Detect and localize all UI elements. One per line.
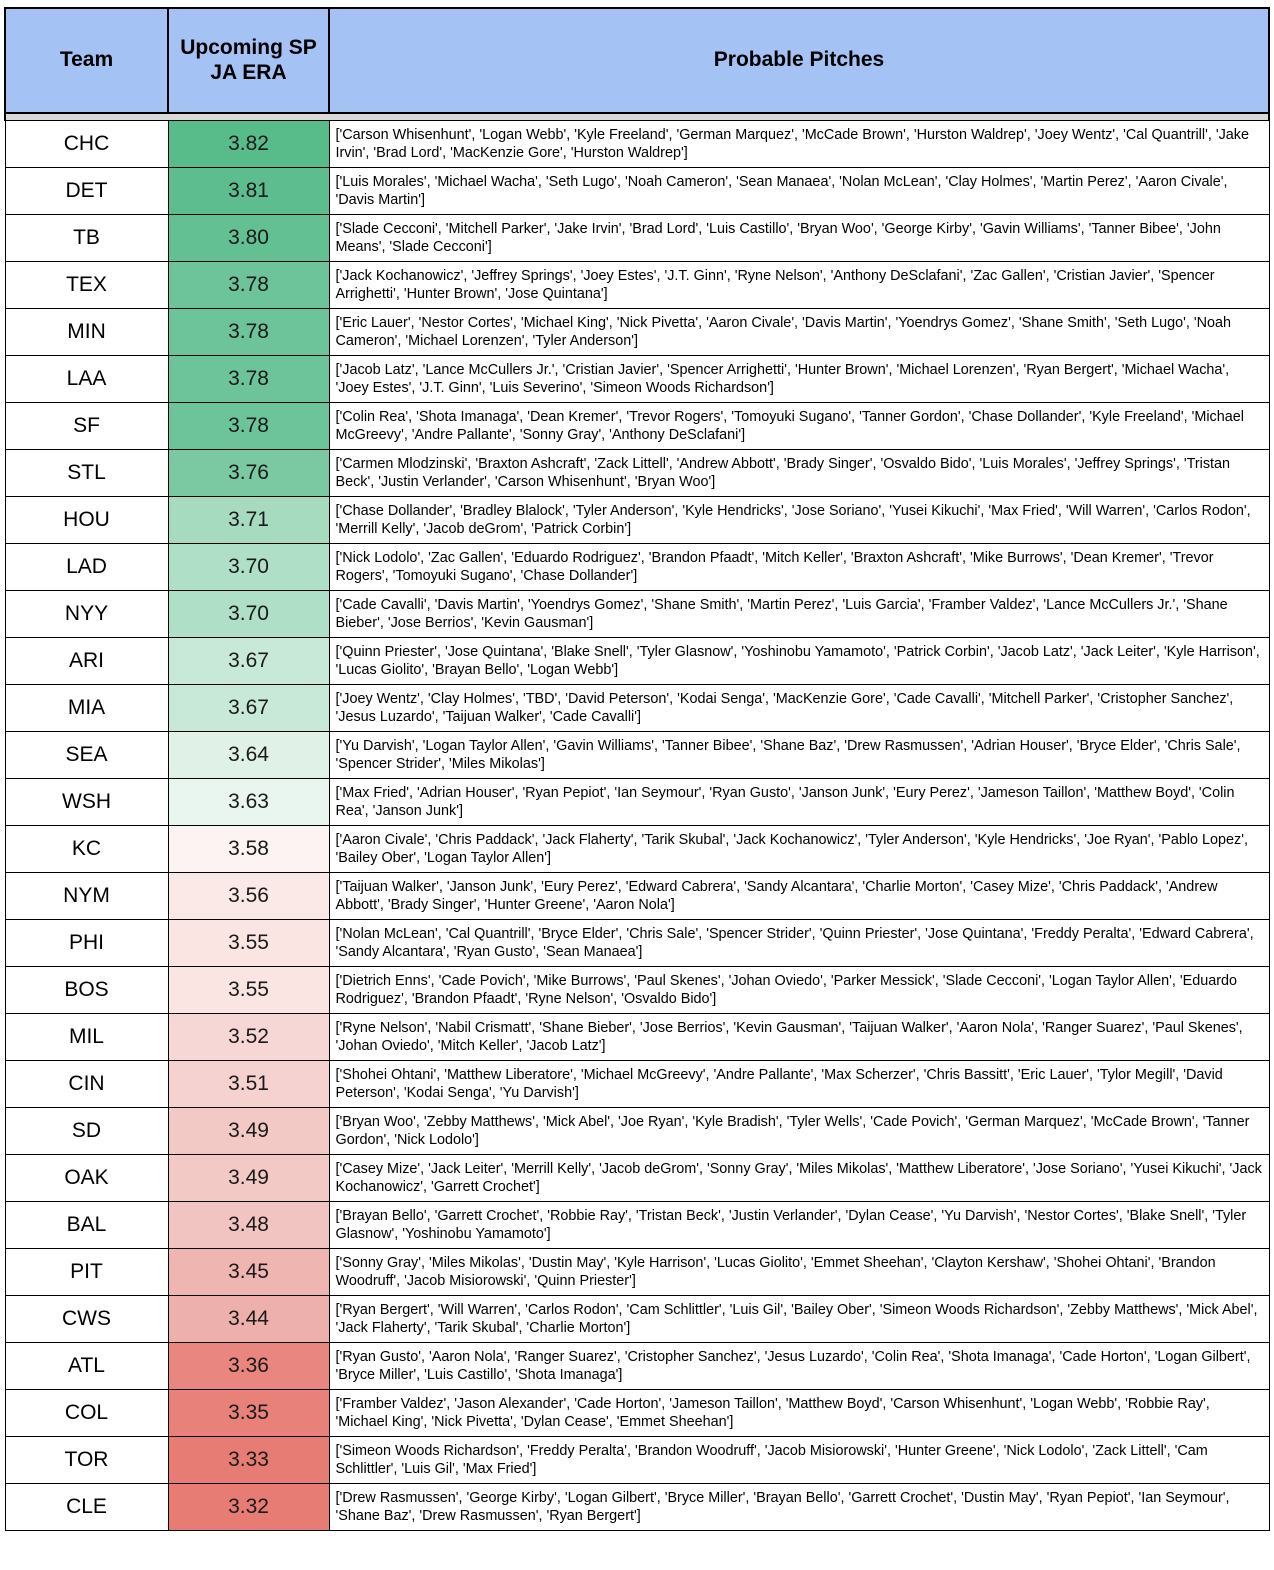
probable-pitches-cell[interactable]: ['Simeon Woods Richardson', 'Freddy Peralta', 'Brandon Woodruff', 'Jacob Misiorowski', 'Hunter Greene', 'Nick Lodolo', 'Zack Littell', 'Cam Schlittler', 'Luis Gil', 'Max Fried'] (329, 1437, 1269, 1484)
table-row (5, 685, 1269, 732)
table-row (5, 591, 1269, 638)
table-row (5, 967, 1269, 1014)
team-cell[interactable]: OAK (5, 1155, 168, 1202)
probable-pitches-cell[interactable]: ['Sonny Gray', 'Miles Mikolas', 'Dustin May', 'Kyle Harrison', 'Lucas Giolito', 'Emmet Sheehan', 'Clayton Kershaw', 'Shohei Ohtani', 'Brandon Woodruff', 'Jacob Misiorowski', 'Quinn Priester'] (329, 1249, 1269, 1296)
era-cell[interactable]: 3.36 (168, 1343, 329, 1390)
team-cell[interactable]: HOU (5, 497, 168, 544)
table-row (5, 1249, 1269, 1296)
header-era-line1: Upcoming SP (180, 35, 317, 59)
era-cell[interactable]: 3.70 (168, 544, 329, 591)
table-row (5, 1437, 1269, 1484)
table-row (5, 1390, 1269, 1437)
table-row (5, 1343, 1269, 1390)
table-row (5, 215, 1269, 262)
era-cell[interactable]: 3.56 (168, 873, 329, 920)
probable-pitches-cell[interactable]: ['Yu Darvish', 'Logan Taylor Allen', 'Gavin Williams', 'Tanner Bibee', 'Shane Baz', 'Drew Rasmussen', 'Adrian Houser', 'Bryce Elder', 'Chris Sale', 'Spencer Strider', 'Miles Mikolas'] (329, 732, 1269, 779)
team-cell[interactable]: CWS (5, 1296, 168, 1343)
table-row (5, 309, 1269, 356)
probable-pitches-cell[interactable]: ['Eric Lauer', 'Nestor Cortes', 'Michael King', 'Nick Pivetta', 'Aaron Civale', 'Davis Martin', 'Yoendrys Gomez', 'Shane Smith', 'Seth Lugo', 'Noah Cameron', 'Michael Lorenzen', 'Tyler Anderson'] (329, 309, 1269, 356)
table-row (5, 1155, 1269, 1202)
era-cell[interactable]: 3.82 (168, 121, 329, 168)
team-cell[interactable]: NYY (5, 591, 168, 638)
table-row (5, 356, 1269, 403)
probable-pitches-cell[interactable]: ['Carson Whisenhunt', 'Logan Webb', 'Kyle Freeland', 'German Marquez', 'McCade Brown', 'Hurston Waldrep', 'Joey Wentz', 'Cal Quantrill', 'Jake Irvin', 'Brad Lord', 'MacKenzie Gore', 'Hurston Waldrep'] (329, 121, 1269, 168)
era-cell[interactable]: 3.71 (168, 497, 329, 544)
probable-pitches-cell[interactable]: ['Casey Mize', 'Jack Leiter', 'Merrill Kelly', 'Jacob deGrom', 'Sonny Gray', 'Miles Mikolas', 'Matthew Liberatore', 'Jose Soriano', 'Yusei Kikuchi', 'Jack Kochanowicz', 'Garrett Crochet'] (329, 1155, 1269, 1202)
era-cell[interactable]: 3.45 (168, 1249, 329, 1296)
probable-pitches-cell[interactable]: ['Taijuan Walker', 'Janson Junk', 'Eury Perez', 'Edward Cabrera', 'Sandy Alcantara', 'Charlie Morton', 'Casey Mize', 'Chris Paddack', 'Andrew Abbott', 'Brady Singer', 'Hunter Greene', 'Aaron Nola'] (329, 873, 1269, 920)
table-row (5, 168, 1269, 215)
spreadsheet (4, 7, 1268, 1531)
team-cell[interactable]: CIN (5, 1061, 168, 1108)
team-cell[interactable]: PIT (5, 1249, 168, 1296)
team-cell[interactable]: COL (5, 1390, 168, 1437)
team-cell[interactable]: BOS (5, 967, 168, 1014)
probable-pitches-cell[interactable]: ['Brayan Bello', 'Garrett Crochet', 'Robbie Ray', 'Tristan Beck', 'Justin Verlander', 'Dylan Cease', 'Yu Darvish', 'Nestor Cortes', 'Blake Snell', 'Tyler Glasnow', 'Yoshinobu Yamamoto'] (329, 1202, 1269, 1249)
probable-pitches-cell[interactable]: ['Chase Dollander', 'Bradley Blalock', 'Tyler Anderson', 'Kyle Hendricks', 'Jose Soriano', 'Yusei Kikuchi', 'Max Fried', 'Will Warren', 'Carlos Rodon', 'Merrill Kelly', 'Jacob deGrom', 'Patrick Corbin'] (329, 497, 1269, 544)
probable-pitches-cell[interactable]: ['Drew Rasmussen', 'George Kirby', 'Logan Gilbert', 'Bryce Miller', 'Brayan Bello', 'Garrett Crochet', 'Dustin May', 'Ryan Pepiot', 'Ian Seymour', 'Shane Baz', 'Drew Rasmussen', 'Ryan Bergert'] (329, 1484, 1269, 1531)
era-cell[interactable]: 3.35 (168, 1390, 329, 1437)
team-cell[interactable]: MIL (5, 1014, 168, 1061)
era-cell[interactable]: 3.33 (168, 1437, 329, 1484)
probable-pitches-cell[interactable]: ['Framber Valdez', 'Jason Alexander', 'Cade Horton', 'Jameson Taillon', 'Matthew Boyd', 'Carson Whisenhunt', 'Logan Webb', 'Robbie Ray', 'Michael King', 'Nick Pivetta', 'Dylan Cease', 'Emmet Sheehan'] (329, 1390, 1269, 1437)
era-cell[interactable]: 3.78 (168, 262, 329, 309)
table-row (5, 779, 1269, 826)
table-row (5, 497, 1269, 544)
probable-pitches-cell[interactable]: ['Bryan Woo', 'Zebby Matthews', 'Mick Abel', 'Joe Ryan', 'Kyle Bradish', 'Tyler Wells', 'Cade Povich', 'German Marquez', 'McCade Brown', 'Tanner Gordon', 'Nick Lodolo'] (329, 1108, 1269, 1155)
era-cell[interactable]: 3.58 (168, 826, 329, 873)
table-row (5, 873, 1269, 920)
table-row (5, 732, 1269, 779)
team-cell[interactable]: TEX (5, 262, 168, 309)
table-row (5, 1296, 1269, 1343)
probable-pitches-cell[interactable]: ['Ryne Nelson', 'Nabil Crismatt', 'Shane Bieber', 'Jose Berrios', 'Kevin Gausman', 'Taijuan Walker', 'Aaron Nola', 'Ranger Suarez', 'Paul Skenes', 'Johan Oviedo', 'Mitch Keller', 'Jacob Latz'] (329, 1014, 1269, 1061)
team-cell[interactable]: KC (5, 826, 168, 873)
era-cell[interactable]: 3.78 (168, 309, 329, 356)
team-cell[interactable]: WSH (5, 779, 168, 826)
probable-pitches-cell[interactable]: ['Luis Morales', 'Michael Wacha', 'Seth Lugo', 'Noah Cameron', 'Sean Manaea', 'Nolan McLean', 'Clay Holmes', 'Martin Perez', 'Aaron Civale', 'Davis Martin'] (329, 168, 1269, 215)
team-cell[interactable]: ARI (5, 638, 168, 685)
probable-pitches-cell[interactable]: ['Aaron Civale', 'Chris Paddack', 'Jack Flaherty', 'Tarik Skubal', 'Jack Kochanowicz', 'Tyler Anderson', 'Kyle Hendricks', 'Joe Ryan', 'Pablo Lopez', 'Bailey Ober', 'Logan Taylor Allen'] (329, 826, 1269, 873)
table-row (5, 450, 1269, 497)
era-cell[interactable]: 3.55 (168, 920, 329, 967)
table-row (5, 638, 1269, 685)
team-cell[interactable]: PHI (5, 920, 168, 967)
table-row (5, 826, 1269, 873)
table-row (5, 403, 1269, 450)
team-cell[interactable]: STL (5, 450, 168, 497)
era-cell[interactable]: 3.67 (168, 638, 329, 685)
probable-pitches-cell[interactable]: ['Max Fried', 'Adrian Houser', 'Ryan Pepiot', 'Ian Seymour', 'Ryan Gusto', 'Janson Junk', 'Eury Perez', 'Jameson Taillon', 'Matthew Boyd', 'Colin Rea', 'Janson Junk'] (329, 779, 1269, 826)
probable-pitches-cell[interactable]: ['Jacob Latz', 'Lance McCullers Jr.', 'Cristian Javier', 'Spencer Arrighetti', 'Hunter Brown', 'Michael Lorenzen', 'Ryan Bergert', 'Michael Wacha', 'Joey Estes', 'J.T. Ginn', 'Luis Severino', 'Simeon Woods Richardson'] (329, 356, 1269, 403)
probable-pitches-cell[interactable]: ['Nolan McLean', 'Cal Quantrill', 'Bryce Elder', 'Chris Sale', 'Spencer Strider', 'Quinn Priester', 'Jose Quintana', 'Freddy Peralta', 'Edward Cabrera', 'Sandy Alcantara', 'Ryan Gusto', 'Sean Manaea'] (329, 920, 1269, 967)
team-cell[interactable]: BAL (5, 1202, 168, 1249)
table-row (5, 1061, 1269, 1108)
team-cell[interactable]: TB (5, 215, 168, 262)
era-cell[interactable]: 3.80 (168, 215, 329, 262)
probable-pitches-cell[interactable]: ['Nick Lodolo', 'Zac Gallen', 'Eduardo Rodriguez', 'Brandon Pfaadt', 'Mitch Keller', 'Braxton Ashcraft', 'Mike Burrows', 'Dean Kremer', 'Trevor Rogers', 'Tomoyuki Sugano', 'Chase Dollander'] (329, 544, 1269, 591)
era-cell[interactable]: 3.78 (168, 356, 329, 403)
era-cell[interactable]: 3.63 (168, 779, 329, 826)
era-cell[interactable]: 3.76 (168, 450, 329, 497)
era-cell[interactable]: 3.52 (168, 1014, 329, 1061)
team-cell[interactable]: SF (5, 403, 168, 450)
pitching-table (4, 7, 1270, 1531)
probable-pitches-cell[interactable]: ['Ryan Gusto', 'Aaron Nola', 'Ranger Suarez', 'Cristopher Sanchez', 'Jesus Luzardo', 'Colin Rea', 'Shota Imanaga', 'Cade Horton', 'Logan Gilbert', 'Bryce Miller', 'Luis Castillo', 'Shota Imanaga'] (329, 1343, 1269, 1390)
probable-pitches-cell[interactable]: ['Quinn Priester', 'Jose Quintana', 'Blake Snell', 'Tyler Glasnow', 'Yoshinobu Yamamoto', 'Patrick Corbin', 'Jacob Latz', 'Jack Leiter', 'Kyle Harrison', 'Lucas Giolito', 'Brayan Bello', 'Logan Webb'] (329, 638, 1269, 685)
team-cell[interactable]: SEA (5, 732, 168, 779)
team-cell[interactable]: DET (5, 168, 168, 215)
team-cell[interactable]: LAA (5, 356, 168, 403)
table-row (5, 262, 1269, 309)
team-cell[interactable]: MIA (5, 685, 168, 732)
era-cell[interactable]: 3.51 (168, 1061, 329, 1108)
era-cell[interactable]: 3.81 (168, 168, 329, 215)
table-row (5, 544, 1269, 591)
header-era[interactable] (168, 8, 329, 113)
era-cell[interactable]: 3.55 (168, 967, 329, 1014)
team-cell[interactable]: NYM (5, 873, 168, 920)
table-row (5, 920, 1269, 967)
probable-pitches-cell[interactable]: ['Carmen Mlodzinski', 'Braxton Ashcraft', 'Zack Littell', 'Andrew Abbott', 'Brady Singer', 'Osvaldo Bido', 'Luis Morales', 'Jeffrey Springs', 'Tristan Beck', 'Justin Verlander', 'Carson Whisenhunt', 'Bryan Woo'] (329, 450, 1269, 497)
team-cell[interactable]: SD (5, 1108, 168, 1155)
team-cell[interactable]: ATL (5, 1343, 168, 1390)
team-cell[interactable]: LAD (5, 544, 168, 591)
probable-pitches-cell[interactable]: ['Ryan Bergert', 'Will Warren', 'Carlos Rodon', 'Cam Schlittler', 'Luis Gil', 'Bailey Ober', 'Simeon Woods Richardson', 'Zebby Matthews', 'Mick Abel', 'Jack Flaherty', 'Tarik Skubal', 'Charlie Morton'] (329, 1296, 1269, 1343)
team-cell[interactable]: CLE (5, 1484, 168, 1531)
probable-pitches-cell[interactable]: ['Shohei Ohtani', 'Matthew Liberatore', 'Michael McGreevy', 'Andre Pallante', 'Max Scherzer', 'Chris Bassitt', 'Eric Lauer', 'Tylor Megill', 'David Peterson', 'Kodai Senga', 'Yu Darvish'] (329, 1061, 1269, 1108)
era-cell[interactable]: 3.48 (168, 1202, 329, 1249)
frozen-divider-cell (5, 113, 1269, 121)
team-cell[interactable]: TOR (5, 1437, 168, 1484)
probable-pitches-cell[interactable]: ['Cade Cavalli', 'Davis Martin', 'Yoendrys Gomez', 'Shane Smith', 'Martin Perez', 'Luis Garcia', 'Framber Valdez', 'Lance McCullers Jr.', 'Shane Bieber', 'Jose Berrios', 'Kevin Gausman'] (329, 591, 1269, 638)
era-cell[interactable]: 3.78 (168, 403, 329, 450)
era-cell[interactable]: 3.49 (168, 1108, 329, 1155)
header-team[interactable]: Team (5, 8, 168, 113)
table-body (5, 121, 1269, 1531)
era-cell[interactable]: 3.70 (168, 591, 329, 638)
header-row (5, 8, 1269, 113)
probable-pitches-cell[interactable]: ['Joey Wentz', 'Clay Holmes', 'TBD', 'David Peterson', 'Kodai Senga', 'MacKenzie Gore', 'Cade Cavalli', 'Mitchell Parker', 'Cristopher Sanchez', 'Jesus Luzardo', 'Taijuan Walker', 'Cade Cavalli'] (329, 685, 1269, 732)
table-row (5, 121, 1269, 168)
frozen-divider (5, 113, 1269, 121)
table-row (5, 1108, 1269, 1155)
era-cell[interactable]: 3.67 (168, 685, 329, 732)
era-cell[interactable]: 3.32 (168, 1484, 329, 1531)
team-cell[interactable]: MIN (5, 309, 168, 356)
era-cell[interactable]: 3.64 (168, 732, 329, 779)
era-cell[interactable]: 3.49 (168, 1155, 329, 1202)
header-era-line2: JA ERA (210, 60, 287, 84)
table-row (5, 1202, 1269, 1249)
probable-pitches-cell[interactable]: ['Colin Rea', 'Shota Imanaga', 'Dean Kremer', 'Trevor Rogers', 'Tomoyuki Sugano', 'Tanner Gordon', 'Chase Dollander', 'Kyle Freeland', 'Michael McGreevy', 'Andre Pallante', 'Sonny Gray', 'Anthony DeSclafani'] (329, 403, 1269, 450)
table-row (5, 1484, 1269, 1531)
era-cell[interactable]: 3.44 (168, 1296, 329, 1343)
probable-pitches-cell[interactable]: ['Slade Cecconi', 'Mitchell Parker', 'Jake Irvin', 'Brad Lord', 'Luis Castillo', 'Bryan Woo', 'George Kirby', 'Gavin Williams', 'Tanner Bibee', 'John Means', 'Slade Cecconi'] (329, 215, 1269, 262)
probable-pitches-cell[interactable]: ['Dietrich Enns', 'Cade Povich', 'Mike Burrows', 'Paul Skenes', 'Johan Oviedo', 'Parker Messick', 'Slade Cecconi', 'Logan Taylor Allen', 'Eduardo Rodriguez', 'Brandon Pfaadt', 'Ryne Nelson', 'Osvaldo Bido'] (329, 967, 1269, 1014)
team-cell[interactable]: CHC (5, 121, 168, 168)
probable-pitches-cell[interactable]: ['Jack Kochanowicz', 'Jeffrey Springs', 'Joey Estes', 'J.T. Ginn', 'Ryne Nelson', 'Anthony DeSclafani', 'Zac Gallen', 'Cristian Javier', 'Spencer Arrighetti', 'Hunter Brown', 'Jose Quintana'] (329, 262, 1269, 309)
table-row (5, 1014, 1269, 1061)
header-pitches[interactable]: Probable Pitches (329, 8, 1269, 113)
